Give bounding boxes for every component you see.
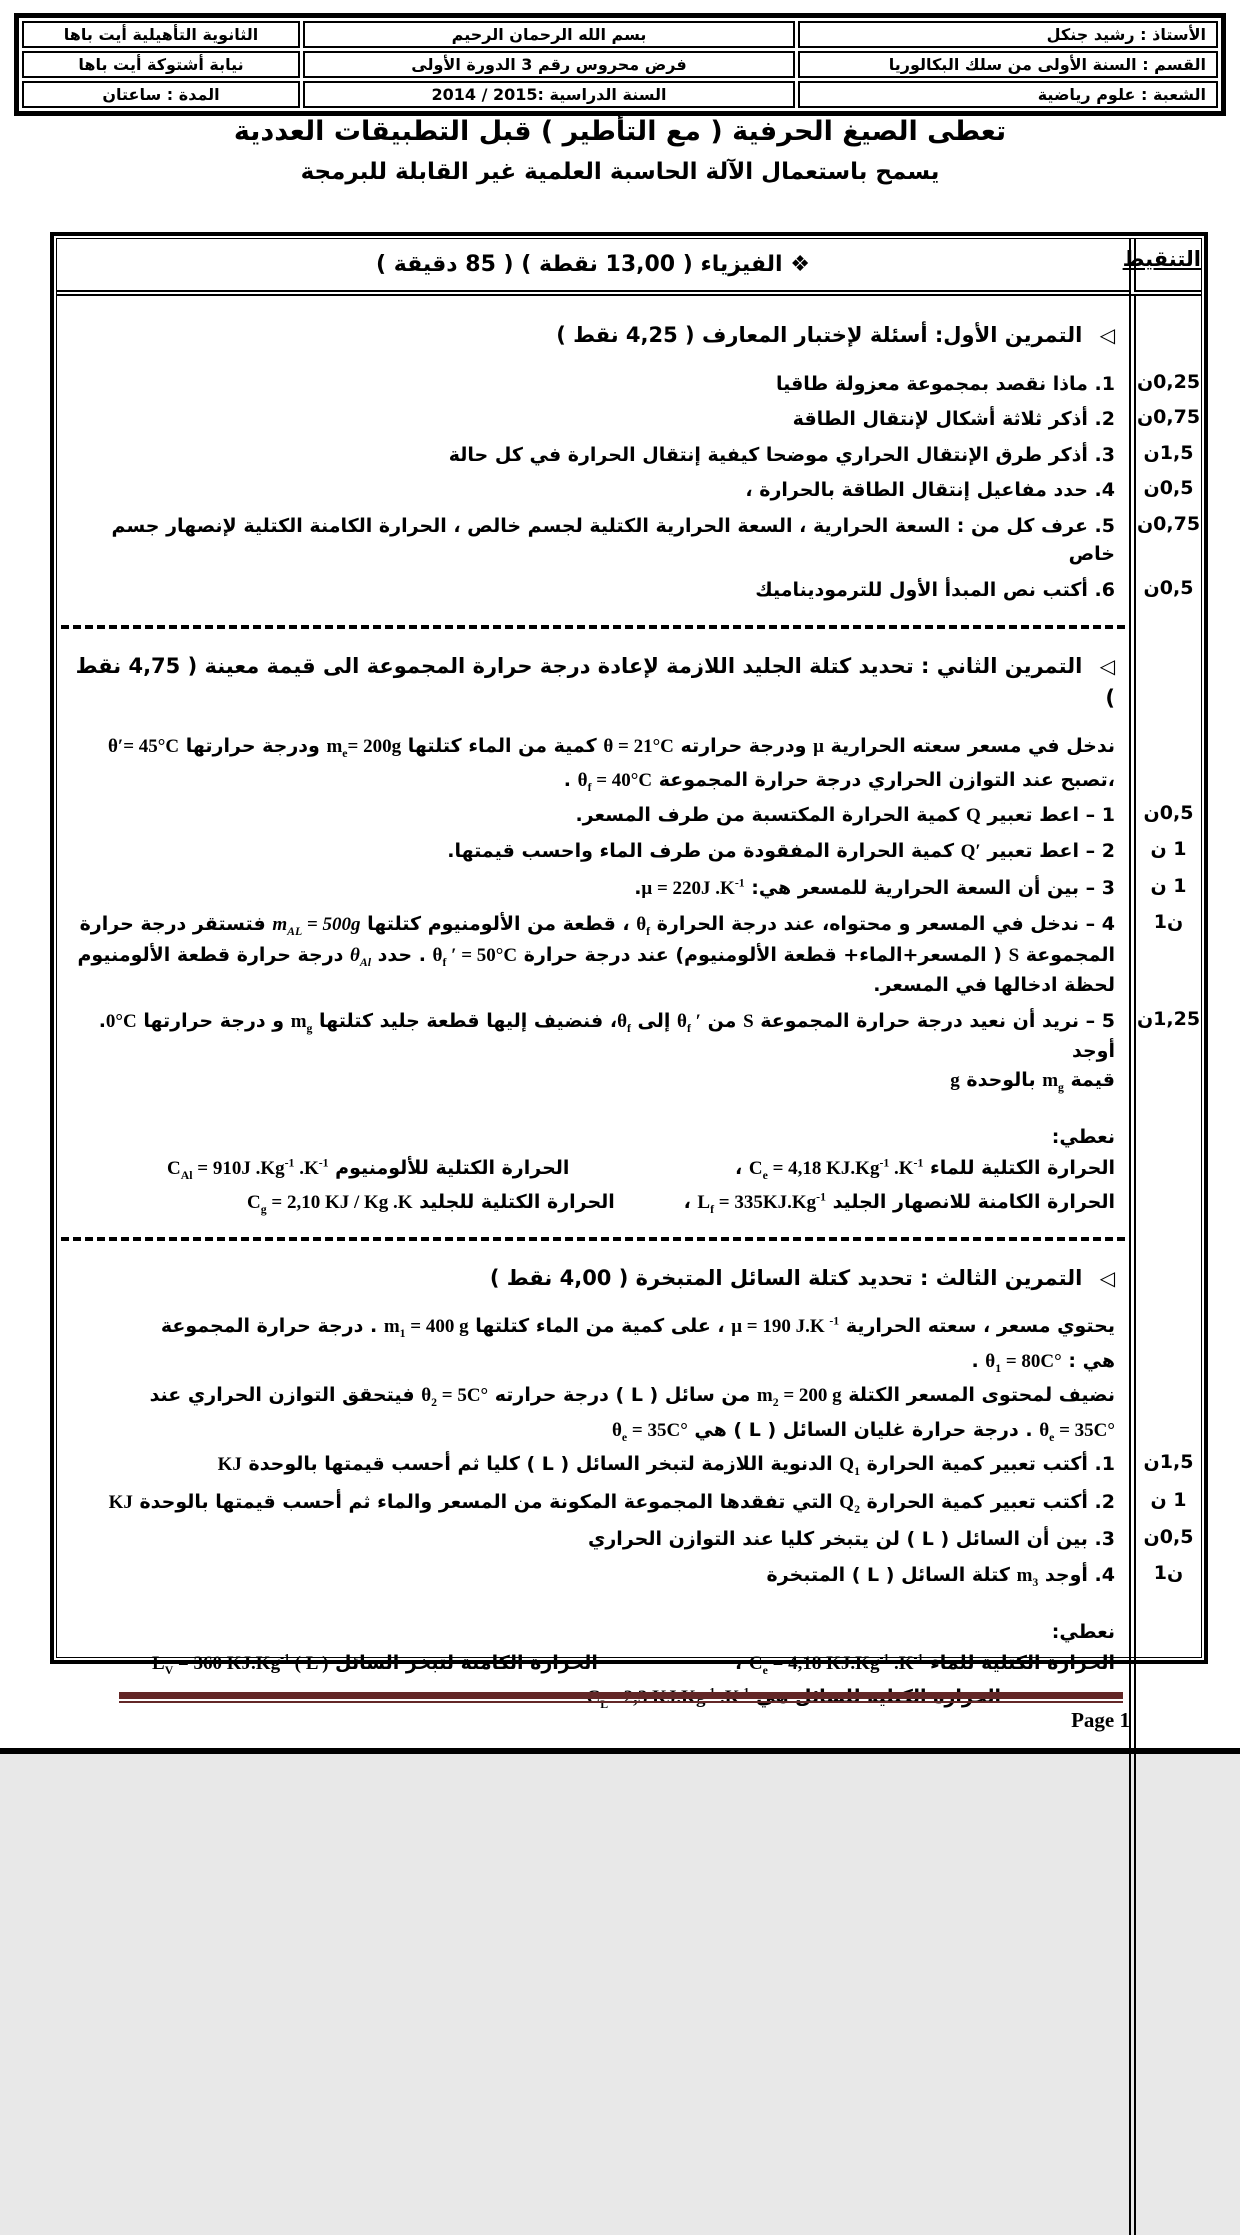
ex3-item3-score: 0,5ن [1129, 1523, 1201, 1559]
class-cell: القسم : السنة الأولى من سلك البكالوريا [798, 51, 1218, 78]
ex2-item1-score: 0,5ن [1129, 799, 1201, 836]
ex2-item3: 3 – بين أن السعة الحرارية للمسعر هي: μ = 220J $.K^{-1}$. [634, 876, 1115, 899]
exercise2-title [57, 643, 1129, 730]
ex3-item2: 2. أكتب تعبير كمية الحرارة $Q_2$ التي تفقدها المجموعة المكونة من المسعر والماء ثم أحسب قيمتها بالوحدة KJ [108, 1490, 1115, 1516]
ex2-given-row1-left: الحرارة الكتلية للألومنيوم $C_{Al} = 910J$ $.Kg^{-1}$ $.K^{-1}$ [167, 1156, 570, 1182]
ex3-given-row1-right: الحرارة الكتلية للماء $C_e = 4,18$ $KJ.Kg^{-1}$ $.K^{-1}$ ، [735, 1651, 1115, 1677]
score-cell [1129, 1596, 1201, 1647]
bismillah-cell: بسم الله الرحمان الرحيم [303, 21, 795, 48]
ex2-given-row2-right: الحرارة الكامنة للانصهار الجليد $L_f = 335KJ.Kg^{-1}$ ، [683, 1190, 1115, 1217]
score-cell [1129, 1101, 1201, 1152]
ex3-paragraph-line3: نضيف لمحتوى المسعر الكتلة $m_2 = 200$ g من سائل ( L ) درجة حرارته $\theta_2 = 5C^\circ$ فيتحقق التوازن الحراري عند [149, 1384, 1115, 1409]
ex3-item1: 1. أكتب تعبير كمية الحرارة $Q_1$ الدنوية اللازمة لتبخر السائل ( L ) كليا ثم أحسب قيمتها بالوحدة KJ [217, 1453, 1115, 1478]
ex2-item4-score: ن1 [1129, 908, 1201, 1004]
ex2-item4: 4 – ندخل في المسعر و محتواه، عند درجة الحرارة $\theta_f$ ، قطعة من الألومنيوم كتلتها $m_{AL} = 500g$ فتستقر درجة حرارة المجموعة S ( المسعر+الماء+ قطعة الألومنيوم) عند درجة حرارة $\theta_f$ ′ = 50°C . حدد $\theta_{Al}$ درجة حرارة قطعة الألومنيوم لحظة ادخالها في المسعر. [77, 913, 1115, 997]
ex2-item2: 2 – اعط تعبير Q′ كمية الحرارة المفقودة من طرف الماء واحسب قيمتها. [447, 840, 1115, 863]
exam-notice [0, 116, 1240, 185]
ex2-item1: 1 – اعط تعبير Q كمية الحرارة المكتسبة من طرف المسعر. [575, 803, 1115, 826]
ex3-item1-score: 1,5ن [1129, 1448, 1201, 1485]
ex3-given-row1-left: الحرارة الكامنة لتبخر السائل $L_V = 360$ $KJ.Kg^{-1}$ ( L ) [152, 1651, 598, 1677]
ex1-item5: 5. عرف كل من : السعة الحرارية ، السعة الحرارية الكتلية لجسم خالص ، الحرارة الكامنة الكتلية لإنصهار جسم خاص [111, 514, 1115, 565]
ex1-item4: 4. حدد مفاعيل إنتقال الطاقة بالحرارة ، [745, 479, 1115, 501]
grading-header-label: التنقيط [1122, 247, 1201, 271]
duration-cell: المدة : ساعتان [22, 81, 300, 108]
score-cell [1129, 296, 1201, 368]
ex3-given-row2-right: الحرارة الكتلية للسائل هي $C_L =2,3$ $KJ.Kg^{-1}$ $.K^{-1}$ [586, 1685, 1001, 1711]
ex1-item3-score: 1,5ن [1129, 439, 1201, 475]
notice-line2: يسمح باستعمال الآلة الحاسبة العلمية غير القابلة للبرمجة [300, 159, 940, 185]
ex2-given-row2 [57, 1186, 1129, 1220]
ex1-item6-score: 0,5ن [1129, 574, 1201, 610]
arrow-bullet-icon: ◁ [1099, 654, 1115, 678]
delegation-cell: نيابة أشتوكة أيت باها [22, 51, 300, 78]
ex1-item2: 2. أذكر ثلاثة أشكال لإنتقال الطاقة [792, 408, 1115, 430]
score-cell [1129, 1414, 1201, 1448]
ex2-item2-score: 1 ن [1129, 835, 1201, 872]
physics-section-header [57, 239, 1129, 296]
score-cell [1129, 1715, 1201, 2235]
exam-title-cell: فرض محروس رقم 3 الدورة الأولى [303, 51, 795, 78]
ex3-item3: 3. بين أن السائل ( L ) لن يتبخر كليا عند التوازن الحراري [587, 1528, 1115, 1551]
ex1-item2-score: 0,75ن [1129, 403, 1201, 439]
score-cell [1129, 1152, 1201, 1186]
empty-space [57, 1715, 1129, 2235]
ex1-item1-score: 0,25ن [1129, 368, 1201, 404]
ex2-paragraph-line2: ،تصبح عند التوازن الحراري درجة حرارة المجموعة $\theta_f = 40^\circ C$ . [563, 769, 1115, 795]
ex1-item1: 1. ماذا نقصد بمجموعة معزولة طاقيا [775, 372, 1115, 395]
four-diamonds-icon: ❖ [790, 252, 810, 277]
ex2-given-row1 [57, 1152, 1129, 1186]
ex3-given-row1 [57, 1647, 1129, 1681]
exercise1-title-text: التمرين الأول: أسئلة لإختبار المعارف ( 4,25 نقط ) [556, 323, 1083, 347]
notice-line1: تعطى الصيغ الحرفية ( مع التأطير ) قبل التطبيقات العددية [233, 116, 1007, 147]
ex1-item4-score: 0,5ن [1129, 474, 1201, 510]
ex2-item5: 5 – نريد أن نعيد درجة حرارة المجموعة S من $\theta_f$ ′ إلى $\theta_f،$ فنضيف إليها قطعة جليد كتلتها $m_g$ و درجة حرارتها 0°C. أوجد قيمة $m_g$ بالوحدة g [98, 1009, 1115, 1094]
ex2-given-label: نعطي: [1051, 1126, 1115, 1149]
score-cell [1129, 1681, 1201, 1715]
page-number: Page 1 [1071, 1708, 1130, 1732]
ex3-paragraph-line2: هي : $\theta_1 = 80C^\circ$ . [971, 1349, 1115, 1375]
dashed-separator [61, 1237, 1125, 1241]
score-cell [1129, 764, 1201, 798]
score-cell [1129, 730, 1201, 764]
score-cell [1129, 1186, 1201, 1220]
header-table [14, 13, 1226, 116]
school-year-cell: السنة الدراسية : 2014 / 2015 [303, 81, 795, 108]
exercise2-title-text: التمرين الثاني : تحديد كتلة الجليد اللازمة لإعادة درجة حرارة المجموعة الى قيمة معينة ( 4,75 نقط ) [75, 654, 1115, 710]
ex2-paragraph-line1: ندخل في مسعر سعته الحرارية μ ودرجة حرارته θ = 21°C كمية من الماء كتلتها $m_e= 200g$ ودرجة حرارتها θ′= 45°C [107, 735, 1115, 760]
ex2-given-row2-left: الحرارة الكتلية للجليد $C_g = 2,10$ KJ / Kg .K [247, 1191, 615, 1217]
ex3-given-label: نعطي: [1051, 1621, 1115, 1644]
footer-rule [119, 1692, 1123, 1703]
ex2-item3-score: 1 ن [1129, 872, 1201, 909]
ex1-item6: 6. أكتب نص المبدأ الأول للترموديناميك [755, 578, 1115, 601]
arrow-bullet-icon: ◁ [1099, 1265, 1115, 1290]
ex1-item5-score: 0,75ن [1129, 510, 1201, 574]
physics-header-text: الفيزياء ( 13,00 نقطة ) ( 85 دقيقة ) [376, 252, 783, 277]
score-cell [1129, 1647, 1201, 1681]
exercise3-title [57, 1255, 1129, 1311]
arrow-bullet-icon: ◁ [1099, 323, 1115, 347]
school-cell: الثانوية التأهيلية أيت باها [22, 21, 300, 48]
exercise3-title-text: التمرين الثالث : تحديد كتلة السائل المتبخرة ( 4,00 نقط ) [489, 1265, 1083, 1290]
ex3-paragraph-line1: يحتوي مسعر ، سعته الحرارية μ = 190 J.K $^{-1}$ ، على كمية من الماء كتلتها $m_1 = 400$ g . درجة حرارة المجموعة [160, 1314, 1115, 1341]
ex3-item2-score: 1 ن [1129, 1486, 1201, 1523]
score-cell [1129, 1310, 1201, 1344]
ex3-item4: 4. أوجد $m_3$ كتلة السائل ( L ) المتبخرة [766, 1563, 1115, 1589]
ex3-paragraph-line4: $\theta_e = 35C^\circ$ . درجة حرارة غليان السائل ( L ) هي $\theta_e = 35C^\circ$ [611, 1418, 1115, 1444]
score-cell [1129, 1379, 1201, 1413]
exercise1-title [57, 296, 1129, 368]
physics-grid [57, 239, 1201, 2235]
ex1-item3: 3. أذكر طرق الإنتقال الحراري موضحا كيفية إنتقال الحرارة في كل حالة [448, 443, 1115, 466]
teacher-cell: الأستاذ : رشيد جنكل [798, 21, 1218, 48]
score-cell [1129, 1345, 1201, 1379]
score-cell [1129, 1221, 1201, 1255]
stream-cell: الشعبة : علوم رياضية [798, 81, 1218, 108]
grading-column-header [1122, 239, 1201, 296]
physics-box [50, 232, 1208, 1711]
page-bottom-edge [0, 1748, 1240, 1754]
dashed-separator [61, 625, 1125, 629]
ex3-item4-score: ن1 [1129, 1559, 1201, 1596]
score-cell [1129, 609, 1201, 643]
ex2-given-row1-right: الحرارة الكتلية للماء $C_e = 4,18$ $KJ.Kg^{-1}$ $.K^{-1}$ ، [735, 1156, 1115, 1182]
score-cell [1129, 1255, 1201, 1311]
ex2-item5-score: 1,25ن [1129, 1005, 1201, 1101]
score-cell [1129, 643, 1201, 730]
